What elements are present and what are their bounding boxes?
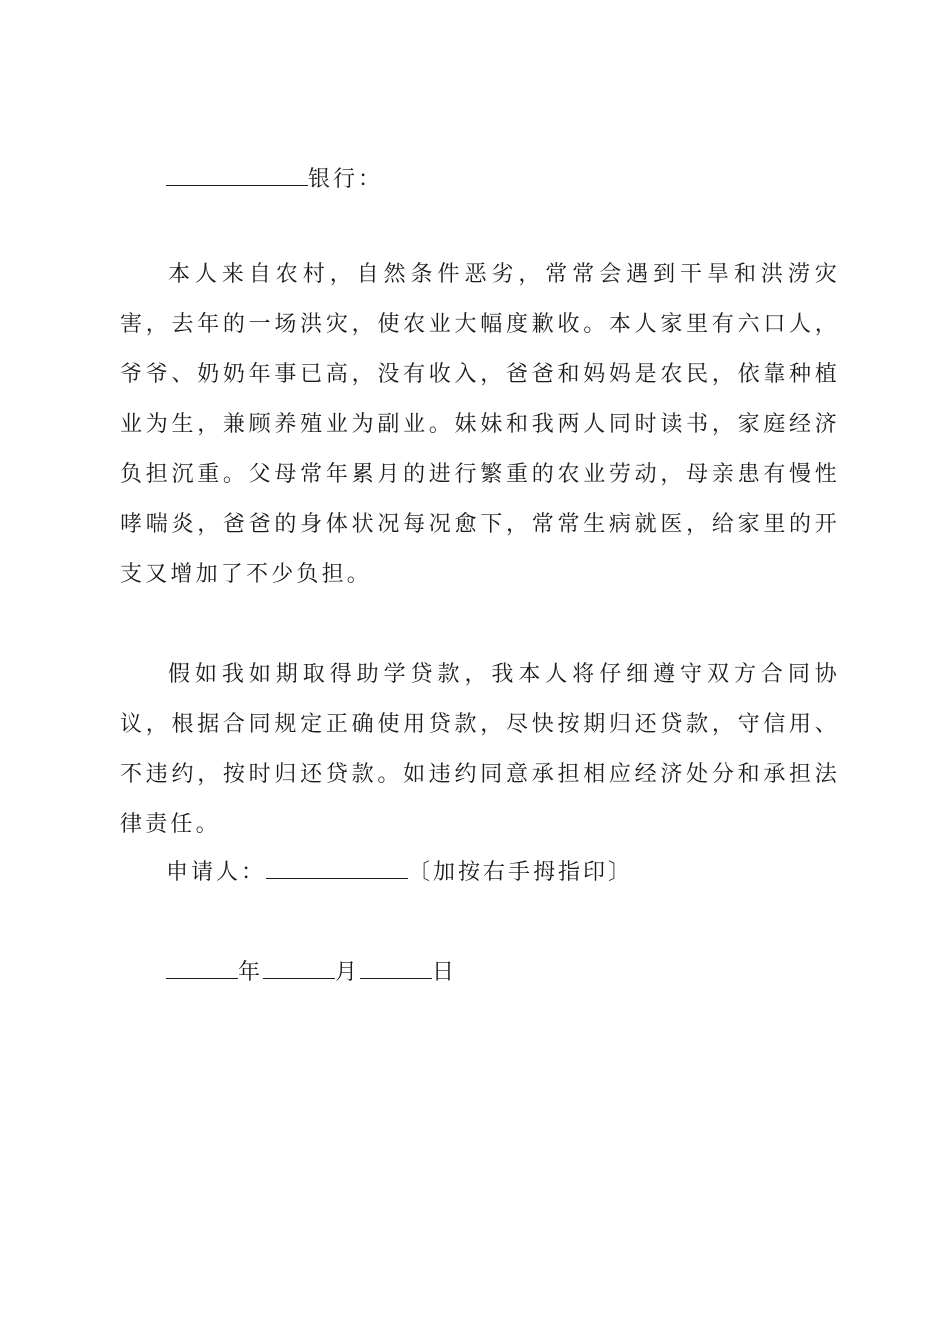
year-blank[interactable] <box>166 952 238 979</box>
applicant-name-blank[interactable] <box>266 852 408 879</box>
fingerprint-note: 〔加按右手拇指印〕 <box>408 860 634 885</box>
year-label: 年 <box>238 960 264 985</box>
salutation-line <box>166 155 383 205</box>
paragraph-commitment: 假如我如期取得助学贷款，我本人将仔细遵守双方合同协议，根据合同规定正确使用贷款，尽快按期归还贷款，守信用、不违约，按时归还贷款。如违约同意承担相应经济处分和承担法律责任。 <box>120 662 840 837</box>
day-blank[interactable] <box>360 952 432 979</box>
salutation-suffix: 银行： <box>308 167 384 192</box>
day-label: 日 <box>432 960 458 985</box>
date-line <box>166 948 457 998</box>
paragraph-hardship: 本人来自农村，自然条件恶劣，常常会遇到干旱和洪涝灾害，去年的一场洪灾，使农业大幅度歉收。本人家里有六口人，爷爷、奶奶年事已高，没有收入，爸爸和妈妈是农民，依靠种植业为生，兼顾养殖业为副业。妹妹和我两人同时读书，家庭经济负担沉重。父母常年累月的进行繁重的农业劳动，母亲患有慢性哮喘炎，爸爸的身体状况每况愈下，常常生病就医，给家里的开支又增加了不少负担。 <box>120 262 840 587</box>
applicant-line <box>166 848 633 898</box>
month-label: 月 <box>335 960 361 985</box>
bank-name-blank[interactable] <box>166 159 308 186</box>
applicant-label: 申请人： <box>166 860 267 885</box>
month-blank[interactable] <box>263 952 335 979</box>
